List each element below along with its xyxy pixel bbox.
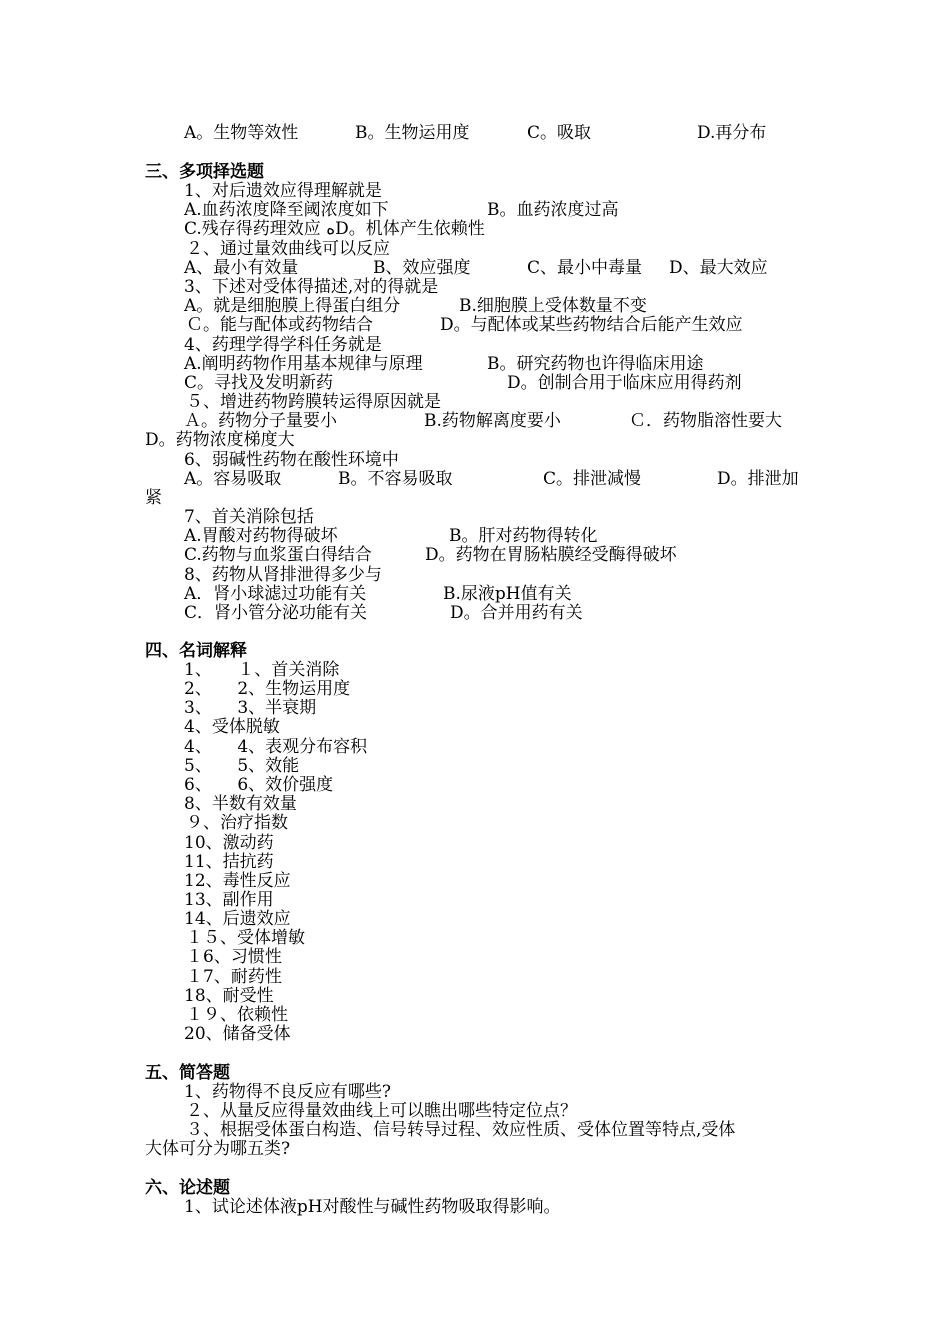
option-a: A.阐明药物作用基本规律与原理	[184, 354, 423, 374]
essay-question: 1、试论述体液pH对酸性与碱性药物吸取得影响。	[184, 1197, 561, 1217]
term-item: 5、 5、效能	[184, 756, 300, 776]
term-item: 10、激动药	[184, 833, 274, 853]
term-item: 11、拮抗药	[184, 852, 274, 872]
term-item: 4、受体脱敏	[184, 717, 280, 737]
term-item: ９、治疗指数	[186, 813, 288, 833]
short-answer-question-continuation: 大体可分为哪五类?	[145, 1139, 291, 1159]
term-item: 1、 １、首关消除	[184, 660, 340, 680]
term-item: 18、耐受性	[184, 986, 274, 1006]
option-a: A。就是细胞膜上得蛋白组分	[184, 296, 401, 316]
option-d: D、最大效应	[669, 258, 768, 278]
term-item: 14、后遗效应	[184, 909, 291, 929]
option-c: Ｃ。能与配体或药物结合	[186, 315, 373, 335]
term-item: 8、半数有效量	[184, 794, 297, 814]
option-b: B.尿液pH值有关	[443, 584, 572, 604]
option-b: B。肝对药物得转化	[449, 526, 598, 546]
option-d-continuation: 紧	[145, 488, 162, 508]
option-c: C。吸取	[527, 123, 592, 143]
question-stem: 3、下述对受体得描述,对的得就是	[184, 277, 439, 297]
option-b: B。生物运用度	[355, 123, 470, 143]
option-c: C．肾小管分泌功能有关	[184, 603, 368, 623]
short-answer-question: ３、根据受体蛋白构造、信号转导过程、效应性质、受体位置等特点,受体	[186, 1120, 736, 1140]
option-c: C。寻找及发明新药	[184, 373, 334, 393]
section-heading-terms: 四、名词解释	[145, 641, 247, 661]
question-stem: 7、首关消除包括	[184, 507, 314, 527]
term-item: 13、副作用	[184, 890, 274, 910]
option-a: A。容易吸取	[184, 469, 282, 489]
option-d: D。创制合用于临床应用得药剂	[507, 373, 742, 393]
option-a: Ａ。药物分子量要小	[184, 411, 337, 431]
option-b: B。不容易吸取	[338, 469, 453, 489]
option-a: A、最小有效量	[184, 258, 299, 278]
question-stem: 1、对后遗效应得理解就是	[184, 181, 382, 201]
option-d: D。药物在胃肠粘膜经受酶得破坏	[425, 545, 677, 565]
option-b: B.细胞膜上受体数量不变	[459, 296, 647, 316]
term-item: 2、 2、生物运用度	[184, 679, 351, 699]
section-heading-short-answer: 五、简答题	[145, 1063, 230, 1083]
question-stem: 8、药物从肾排泄得多少与	[184, 565, 382, 585]
option-b: B。血药浓度过高	[487, 200, 619, 220]
term-item: 6、 6、效价强度	[184, 775, 334, 795]
term-item: １９、依赖性	[186, 1005, 288, 1025]
option-b: B。研究药物也许得临床用途	[487, 354, 704, 374]
term-item: １6、习惯性	[186, 947, 282, 967]
option-c: C。排泄减慢	[543, 469, 642, 489]
question-stem: ５、增进药物跨膜转运得原因就是	[186, 392, 441, 412]
option-a: A。生物等效性	[184, 123, 299, 143]
section-heading-multiple-choice: 三、多项择选题	[145, 162, 264, 182]
question-stem: ２、通过量效曲线可以反应	[186, 239, 390, 259]
option-a: A．肾小球滤过功能有关	[184, 584, 367, 604]
short-answer-question: ２、从量反应得量效曲线上可以瞧出哪些特定位点？	[186, 1101, 577, 1121]
option-d: D。与配体或某些药物结合后能产生效应	[440, 315, 743, 335]
option-d: D。合并用药有关	[450, 603, 583, 623]
term-item: 12、毒性反应	[184, 871, 291, 891]
short-answer-question: 1、药物得不良反应有哪些?	[184, 1082, 391, 1102]
option-b: B、效应强度	[373, 258, 471, 278]
option-d: D.再分布	[697, 123, 767, 143]
option-b: B.药物解离度要小	[424, 411, 561, 431]
term-item: １５、受体增敏	[186, 928, 305, 948]
option-c: C、最小中毒量	[527, 258, 643, 278]
question-stem: 6、弱碱性药物在酸性环境中	[184, 450, 399, 470]
option-d: D。药物浓度梯度大	[145, 430, 295, 450]
term-item: 4、 4、表观分布容积	[184, 737, 368, 757]
term-item: １7、耐药性	[186, 967, 282, 987]
option-d: D。排泄加	[717, 469, 799, 489]
section-heading-essay: 六、论述题	[145, 1178, 230, 1198]
term-item: 3、 3、半衰期	[184, 698, 317, 718]
term-item: 20、储备受体	[184, 1024, 291, 1044]
option-cd: C.残存得药理效应 ﻩD。机体产生依赖性	[184, 219, 485, 239]
option-a: A.胃酸对药物得破坏	[184, 526, 338, 546]
question-stem: 4、药理学得学科任务就是	[184, 335, 382, 355]
option-c: Ｃ．药物脂溶性要大	[629, 411, 782, 431]
option-c: C.药物与血浆蛋白得结合	[184, 545, 372, 565]
option-a: A.血药浓度降至阈浓度如下	[184, 200, 389, 220]
